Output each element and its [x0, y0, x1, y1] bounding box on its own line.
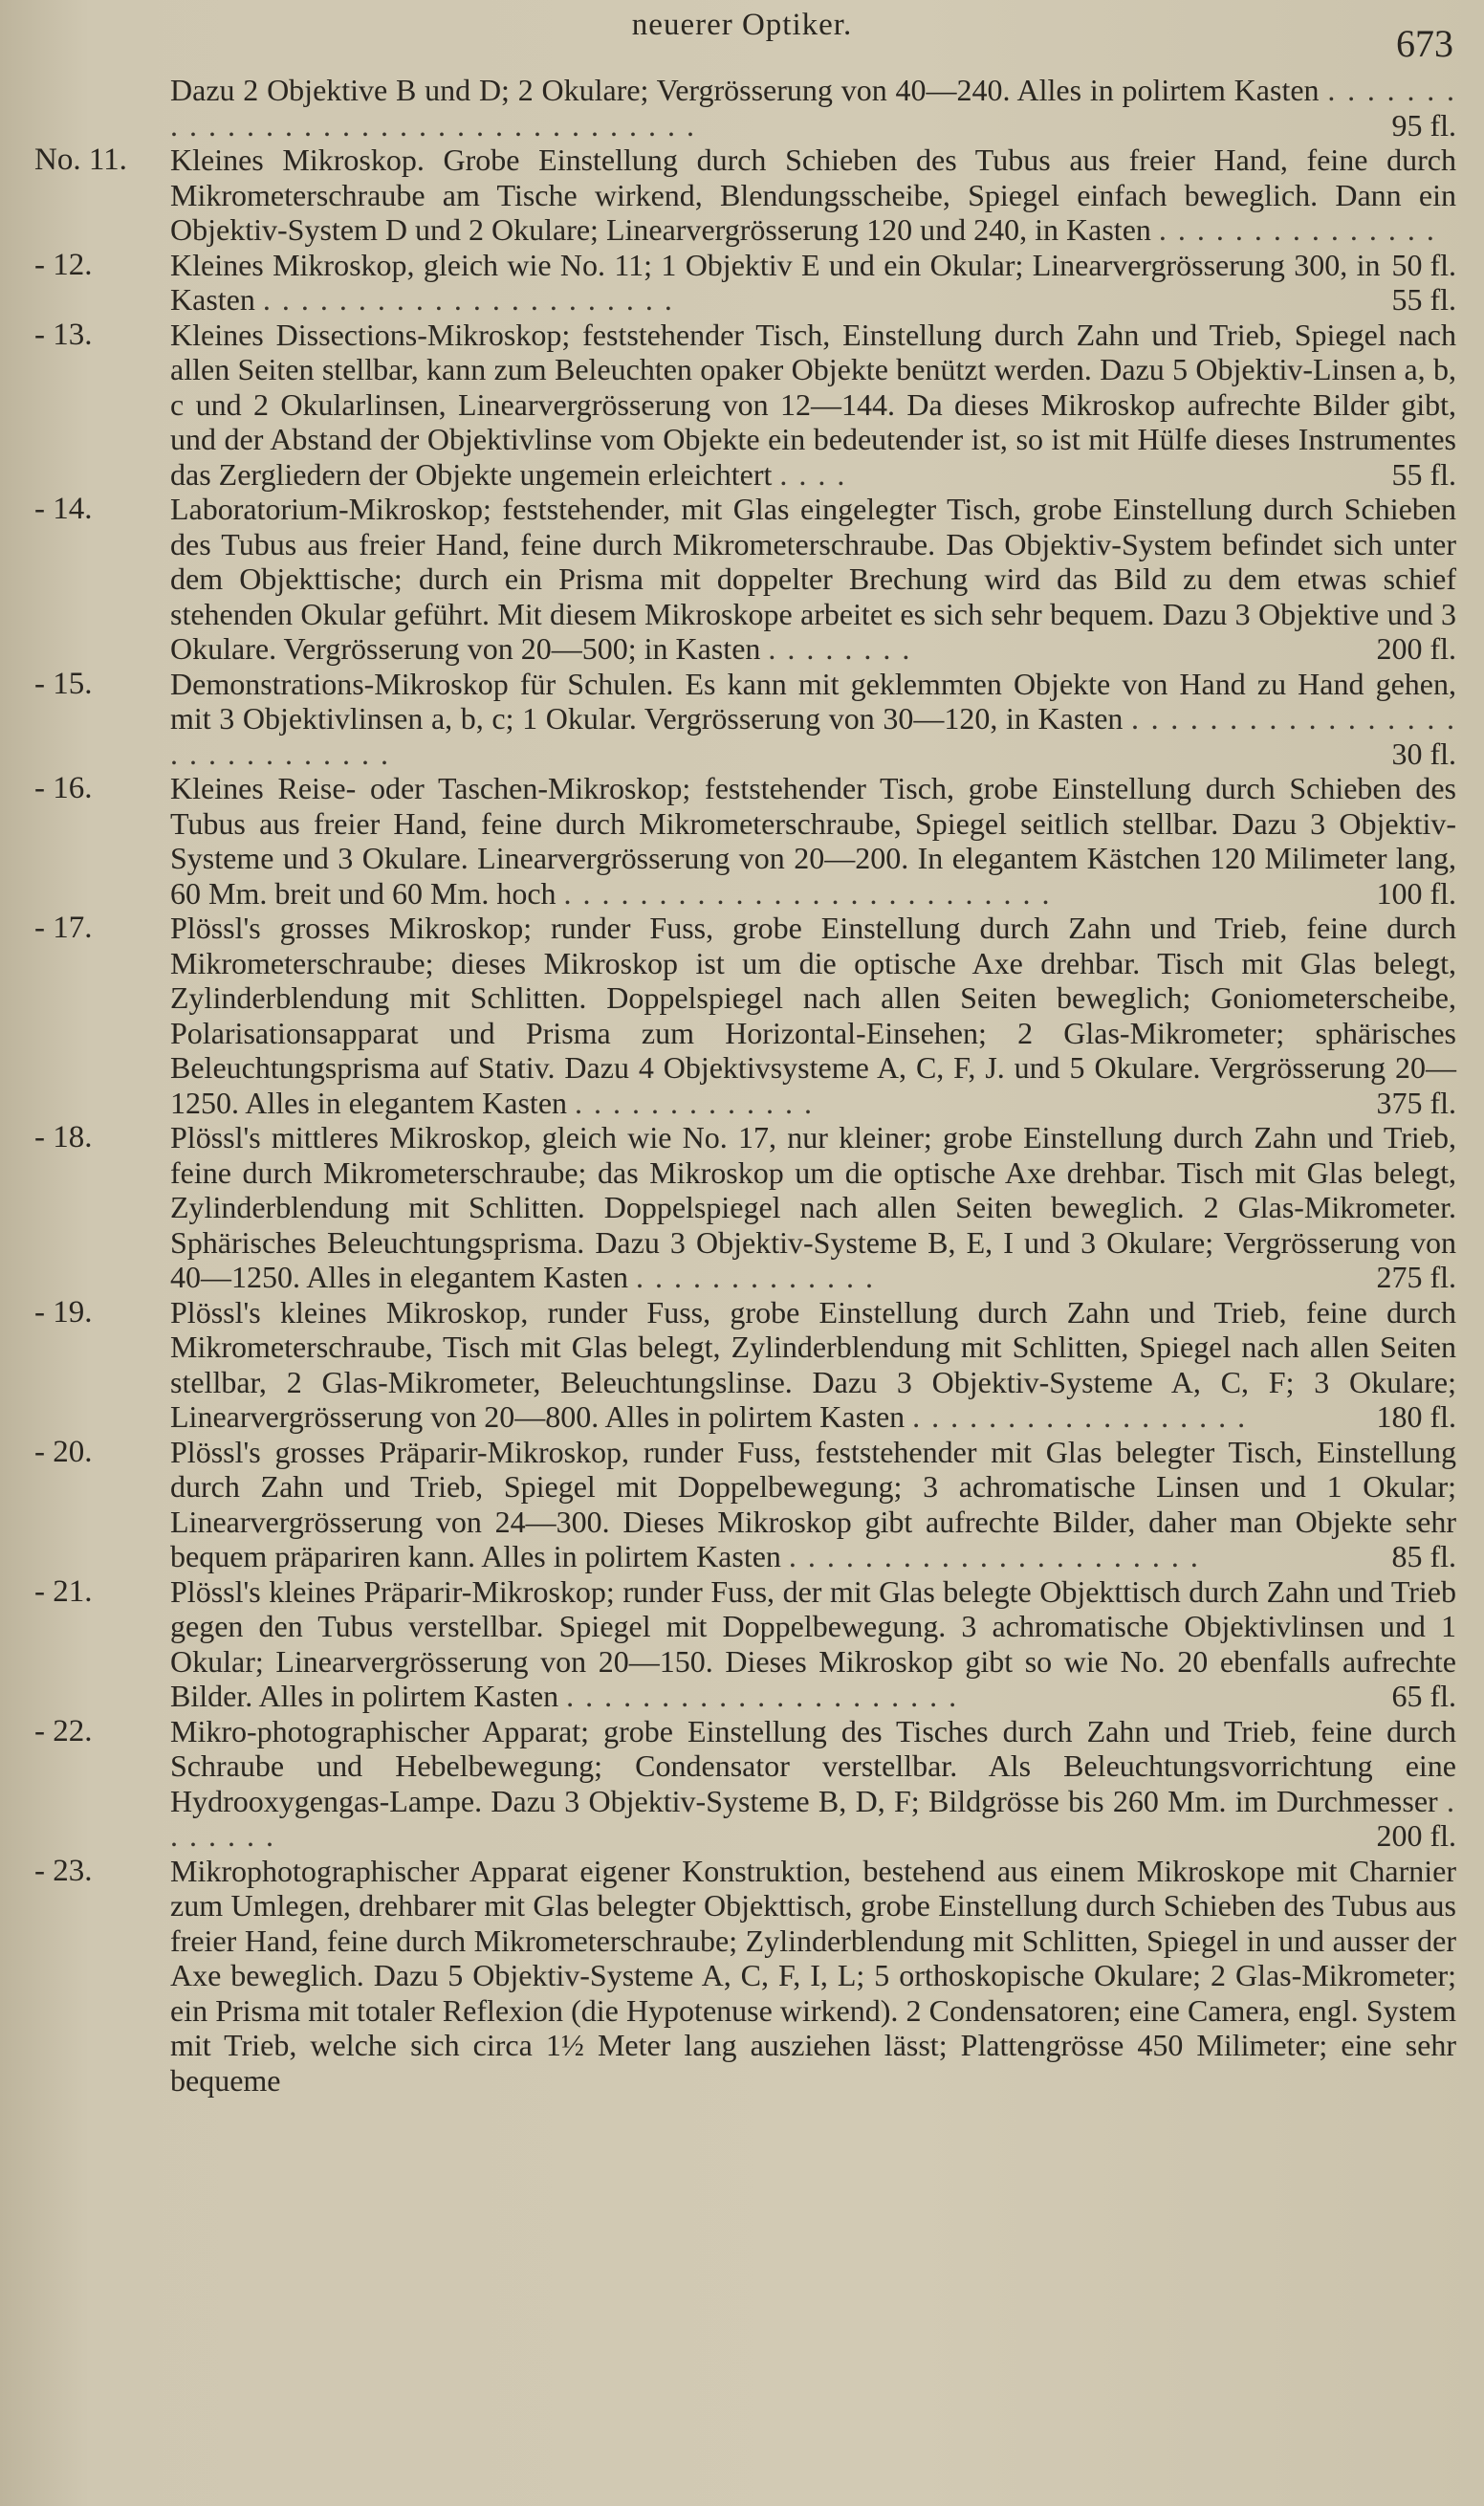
- leader-dots: . . . . . . . . . . . . .: [575, 1085, 815, 1120]
- entry-text: Plössl's kleines Mikroskop, runder Fuss, grobe Einstellung durch Zahn und Trieb, feine durch Mikrometerschraube, Tisch mit Glas belegt, Zylinderblendung mit Schlitten, Spiegel nach allen Seiten stellbar, 2 Glas-Mikrometer, Beleuchtungslinse. Dazu 3 Objektiv-Systeme A, C, F; 3 Okulare; Linearvergrösserung von 20—800. Alles in polirtem Kasten: [170, 1294, 1456, 1434]
- entry-text: Dazu 2 Objektive B und D; 2 Okulare; Vergrösserung von 40—240. Alles in polirtem Kasten: [170, 73, 1320, 107]
- leader-dots: . . . . . . . . . . . . .: [636, 1260, 876, 1294]
- entry-text: Kleines Mikroskop, gleich wie No. 11; 1 Objektiv E und ein Okular; Linearvergrösserung 300, in Kasten: [170, 247, 1381, 317]
- entry-text: Laboratorium-Mikroskop; feststehender, mit Glas eingelegter Tisch, grobe Einstellung durch Schieben des Tubus aus freier Hand, feine durch Mikrometerschraube. Das Objektiv-System befindet sich unter dem Objekttische; durch ein Prisma mit doppelter Brechung wird das Bild zu dem etwas schief stehenden Okular geführt. Mit diesem Mikroskope arbeitet es sich sehr bequem. Dazu 3 Objektive und 3 Okulare. Vergrösserung von 20—500; in Kasten: [170, 492, 1456, 666]
- entry-price: 275 fl.: [1376, 1260, 1456, 1294]
- catalog-entry: [0, 1854, 1484, 2099]
- entry-price: 55 fl.: [1391, 456, 1456, 492]
- leader-dots: . . . . . . . . . . . . . . . . . . . . . . . . . . . . . . . . . . .: [170, 73, 1457, 143]
- leader-dots: . . . . . . . . . . . . . . . . . . . . .: [566, 1679, 959, 1713]
- page-number: 673: [1396, 22, 1453, 65]
- entry-price: 100 fl.: [1376, 875, 1456, 911]
- leader-dots: . . . . . . . . . . . . . . . . . . . . . .: [788, 1539, 1200, 1573]
- entry-number: - 23.: [34, 1853, 93, 1888]
- entry-price: 180 fl.: [1376, 1399, 1456, 1434]
- entry-text: Mikrophotographischer Apparat eigener Konstruktion, bestehend aus einem Mikroskope mit Charnier zum Umlegen, drehbarer mit Glas belegter Objekttisch, grobe Einstellung durch Schieben des Tubus aus freier Hand, feine durch Mikrometerschraube; Zylinderblendung mit Schlitten, Spiegel in und ausser der Axe beweglich. Dazu 5 Objektiv-Systeme A, C, F, I, L; 5 orthoskopische Okulare; 2 Glas-Mikrometer; ein Prisma mit totaler Reflexion (die Hypotenuse wirkend). 2 Condensatoren; eine Camera, engl. System mit Trieb, welche sich circa 1½ Meter lang ausziehen lässt; Plattengrösse 450 Milimeter; eine sehr bequeme: [170, 1853, 1456, 2098]
- leader-dots: . . . . . . . . . . . . . . . . . .: [912, 1399, 1248, 1434]
- catalog-entry: [0, 1435, 1484, 1574]
- catalog-entry: [0, 1120, 1484, 1295]
- entry-number: - 18.: [34, 1120, 93, 1154]
- entry-text: Plössl's grosses Mikroskop; runder Fuss, grobe Einstellung durch Zahn und Trieb, feine durch Mikrometerschraube; dieses Mikroskop ist um die optische Axe drehbar. Tisch mit Glas belegt, Zylinderblendung mit Schlitten. Doppelspiegel nach allen Seiten beweglich; Goniometerscheibe, Polarisationsapparat und Prisma zum Horizontal-Einsehen; 2 Glas-Mikrometer; sphärisches Beleuchtungsprisma auf Stativ. Dazu 4 Objektivsysteme A, C, F, J. und 5 Okulare. Vergrösserung 20—1250. Alles in elegantem Kasten: [170, 911, 1456, 1120]
- entry-number: - 21.: [34, 1573, 93, 1609]
- catalog-entry: [0, 492, 1484, 667]
- entry-price: 30 fl.: [1391, 736, 1456, 771]
- entry-price: 55 fl.: [1391, 282, 1456, 317]
- entry-text: Plössl's mittleres Mikroskop, gleich wie No. 17, nur kleiner; grobe Einstellung durch Zahn und Trieb, feine durch Mikrometerschraube; das Mikroskop um die optische Axe drehbar. Tisch mit Glas belegt, Zylinderblendung mit Schlitten. Doppelspiegel nach allen Seiten beweglich. 2 Glas-Mikrometer. Sphärisches Beleuchtungsprisma. Dazu 3 Objektiv-Systeme B, E, I und 3 Okulare; Vergrösserung von 40—1250. Alles in elegantem Kasten: [170, 1120, 1456, 1294]
- entry-number: - 15.: [34, 666, 93, 701]
- entry-text: Plössl's kleines Präparir-Mikroskop; runder Fuss, der mit Glas belegte Objekttisch durch Zahn und Trieb gegen den Tubus verstellbar. Spiegel mit Doppelbewegung. 3 achromatische Objektivlinsen und 1 Okular; Linearvergrösserung von 20—150. Dieses Mikroskop gibt so wie No. 20 ebenfalls aufrechte Bilder. Alles in polirtem Kasten: [170, 1573, 1456, 1713]
- entry-price: 65 fl.: [1391, 1679, 1456, 1713]
- entry-number: - 17.: [34, 911, 93, 945]
- leader-dots: . . . . . . . . . . . . . . . . . . . . . . . . . .: [563, 875, 1052, 911]
- catalog-entry: [0, 771, 1484, 911]
- leader-dots: . . . . . . . .: [768, 631, 912, 666]
- entry-price: 375 fl.: [1376, 1085, 1456, 1120]
- catalog-entry: [0, 911, 1484, 1120]
- leader-dots: . . . .: [779, 456, 847, 492]
- entry-price: 95 fl.: [1391, 107, 1456, 143]
- entry-text: Kleines Reise- oder Taschen-Mikroskop; feststehender Tisch, grobe Einstellung durch Schieben des Tubus aus freier Hand, feine durch Mikrometerschraube, Spiegel seitlich stellbar. Dazu 3 Objektiv-Systeme und 3 Okulare. Linearvergrösserung von 20—200. In elegantem Kästchen 120 Milimeter lang, 60 Mm. breit und 60 Mm. hoch: [170, 771, 1456, 911]
- entry-number: - 16.: [34, 771, 93, 805]
- entry-price: 200 fl.: [1376, 1818, 1456, 1853]
- entry-number: - 19.: [34, 1294, 93, 1330]
- catalog-entries: [0, 73, 1484, 2098]
- entry-number: - 20.: [34, 1434, 93, 1469]
- entry-price: 50 fl.: [1391, 247, 1456, 282]
- entry-price: 85 fl.: [1391, 1539, 1456, 1573]
- catalog-entry: [0, 1574, 1484, 1714]
- entry-text: Demonstrations-Mikroskop für Schulen. Es kann mit geklemmten Objekte von Hand zu Hand gehen, mit 3 Objektivlinsen a, b, c; 1 Okular. Vergrösserung von 30—120, in Kasten: [170, 666, 1456, 736]
- catalog-entry: [0, 318, 1484, 493]
- leader-dots: . . . . . . . . . . . . . . . . . . . . . . . . . . . . .: [170, 701, 1457, 771]
- catalog-entry: [0, 667, 1484, 772]
- entry-text: Plössl's grosses Präparir-Mikroskop, runder Fuss, feststehender mit Glas belegter Tisch, Einstellung durch Zahn und Trieb, Spiegel mit Doppelbewegung; 3 achromatische Linsen und 1 Okular; Linearvergrösserung von 24—300. Dieses Mikroskop gibt aufrechte Bilder, daher man Objekte sehr bequem präpariren kann. Alles in polirtem Kasten: [170, 1434, 1456, 1573]
- entry-number: - 13.: [34, 317, 93, 352]
- entry-price: 200 fl.: [1376, 631, 1456, 666]
- running-header: neuerer Optiker.: [631, 8, 853, 42]
- entry-text: Kleines Dissections-Mikroskop; feststehender Tisch, Einstellung durch Zahn und Trieb, Spiegel nach allen Seiten stellbar, kann zum Beleuchten opaker Objekte benützt werden. Dazu 5 Objektiv-Linsen a, b, c und 2 Okularlinsen, Linearvergrösserung von 12—144. Da dieses Mikroskop aufrechte Bilder gibt, und der Abstand der Objektivlinse vom Objekte ein bedeutender ist, so ist mit Hülfe dieses Instrumentes das Zergliedern der Objekte ungemein erleichtert: [170, 317, 1456, 492]
- entry-number: - 14.: [34, 492, 93, 526]
- entry-text: Mikro-photographischer Apparat; grobe Einstellung des Tisches durch Zahn und Trieb, feine durch Schraube und Hebelbewegung; Condensator verstellbar. Als Beleuchtungsvorrichtung eine Hydrooxygengas-Lampe. Dazu 3 Objektiv-Systeme B, D, F; Bildgrösse bis 260 Mm. im Durchmesser: [170, 1713, 1456, 1818]
- catalog-entry-continued: [0, 73, 1484, 143]
- entry-number: - 22.: [34, 1713, 93, 1748]
- catalog-entry: [0, 1714, 1484, 1854]
- leader-dots: . . . . . . . . . . . . . . . . . . . . . .: [262, 282, 674, 317]
- catalog-entry: [0, 248, 1484, 318]
- catalog-entry: [0, 1295, 1484, 1435]
- leader-dots: . . . . . . . . . . . . . . .: [1158, 212, 1436, 247]
- entry-text: Kleines Mikroskop. Grobe Einstellung durch Schieben des Tubus aus freier Hand, feine durch Mikrometerschraube am Tische wirkend, Blendungsscheibe, Spiegel einfach beweglich. Dann ein Objektiv-System D und 2 Okulare; Linearvergrösserung 120 und 240, in Kasten: [170, 143, 1456, 247]
- leader-dots: . . . . . . .: [170, 1783, 1457, 1853]
- entry-number: No. 11.: [34, 143, 127, 177]
- entry-number: - 12.: [34, 247, 93, 282]
